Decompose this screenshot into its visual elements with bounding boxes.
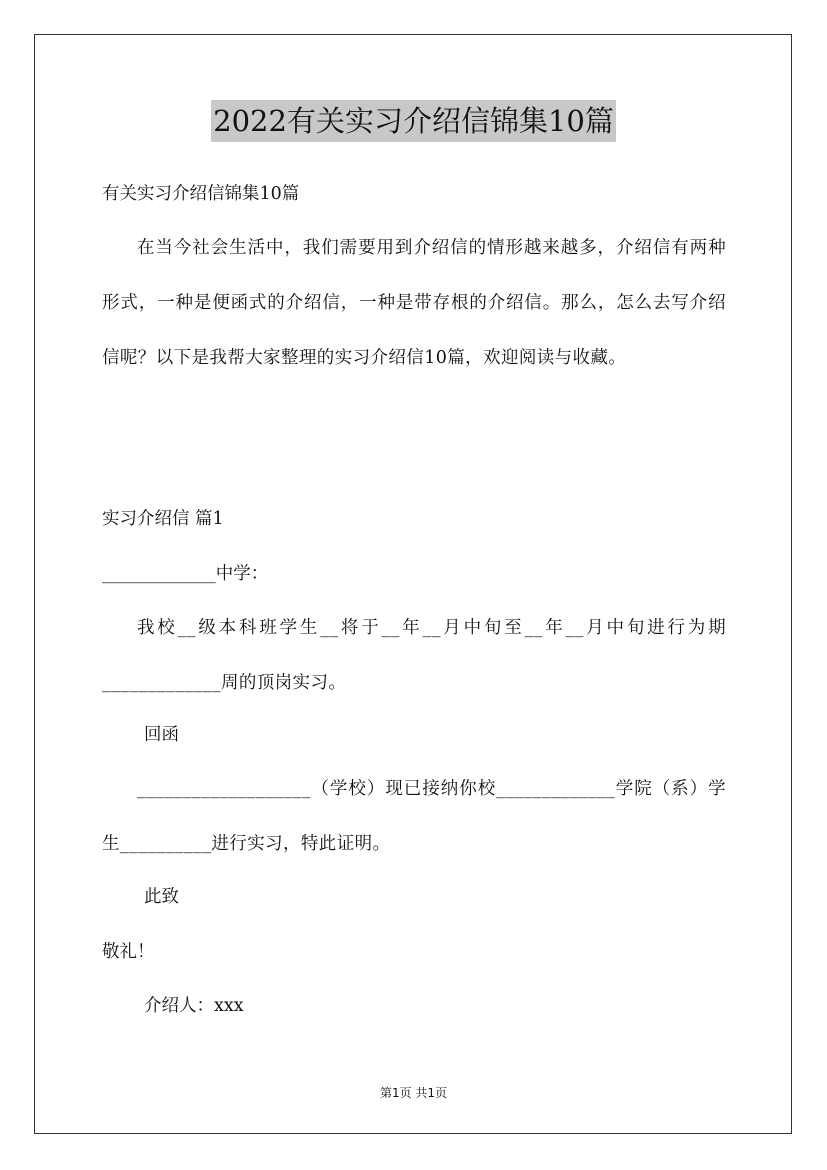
salute-line: 敬礼！ bbox=[102, 942, 155, 962]
introducer-line: 介绍人：xxx bbox=[144, 996, 244, 1016]
intro-paragraph: 在当今社会生活中，我们需要用到介绍信的情形越来越多，介绍信有两种形式，一种是便函式的介绍信，一种是带存根的介绍信。那么，怎么去写介绍信呢？以下是我帮大家整理的实习介绍信10篇，欢迎阅读与收藏。 bbox=[102, 238, 726, 368]
section-heading: 实习介绍信 篇1 bbox=[102, 509, 224, 529]
subtitle: 有关实习介绍信锦集10篇 bbox=[102, 184, 300, 204]
page-footer: 第1页 共1页 bbox=[379, 1086, 448, 1100]
recipient-line: _____________中学： bbox=[102, 564, 269, 584]
reply-paragraph: ___________________（学校）现已接纳你校_____________学院（系）学生__________进行实习，特此证明。 bbox=[102, 779, 726, 854]
document-title: 2022有关实习介绍信锦集10篇 bbox=[211, 100, 616, 142]
title-container bbox=[0, 100, 827, 142]
closing-line: 此致 bbox=[144, 887, 179, 907]
body-paragraph: 我校__级本科班学生__将于__年__月中旬至__年__月中旬进行为期_____________周的顶岗实习。 bbox=[102, 618, 726, 693]
reply-label: 回函 bbox=[144, 725, 179, 745]
